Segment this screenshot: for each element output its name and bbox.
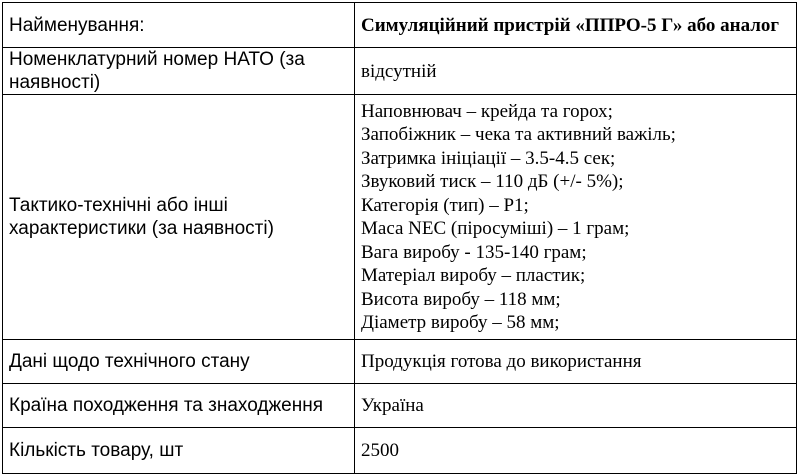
spec-item: Затримка ініціації – 3.5-4.5 сек; xyxy=(361,147,616,169)
spec-item: Звуковий тиск – 110 дБ (+/- 5%); xyxy=(361,171,624,192)
spec-item: Висота виробу – 118 мм; xyxy=(361,288,561,310)
country-label: Країна походження та знаходження xyxy=(3,384,355,428)
spec-item: Наповнювач – крейда та горох; xyxy=(361,100,613,122)
table-row-quantity xyxy=(3,428,797,474)
nato-number-value: відсутній xyxy=(355,48,797,95)
product-name-value: Симуляційний пристрій «ППРО-5 Г» або аналог xyxy=(355,3,797,48)
technical-state-label: Дані щодо технічного стану xyxy=(3,340,355,384)
spec-item: Запобіжник – чека та активний важіль; xyxy=(361,124,676,145)
table-row-nato xyxy=(3,48,797,95)
specs-value xyxy=(355,95,797,340)
specification-table xyxy=(2,2,797,474)
name-label: Найменування: xyxy=(3,3,355,48)
quantity-label: Кількість товару, шт xyxy=(3,428,355,474)
nato-number-label: Номенклатурний номер НАТО (за наявності) xyxy=(3,48,355,95)
specs-label: Тактико-технічні або інші характеристики (за наявності) xyxy=(3,95,355,340)
spec-item: Діаметр виробу – 58 мм; xyxy=(361,312,560,333)
spec-item: Категорія (тип) – Р1; xyxy=(361,194,529,216)
spec-item: Матеріал виробу – пластик; xyxy=(361,265,586,286)
spec-item: Маса NEC (піросуміші) – 1 грам; xyxy=(361,218,630,239)
spec-item: Вага виробу - 135-140 грам; xyxy=(361,241,587,263)
table-row-country xyxy=(3,384,797,428)
quantity-value: 2500 xyxy=(355,428,797,474)
specs-list xyxy=(361,100,790,335)
table-row-technical-state xyxy=(3,340,797,384)
technical-state-value: Продукція готова до використання xyxy=(355,340,797,384)
country-value: Україна xyxy=(355,384,797,428)
table-row-specs xyxy=(3,95,797,340)
table-row-name xyxy=(3,3,797,48)
